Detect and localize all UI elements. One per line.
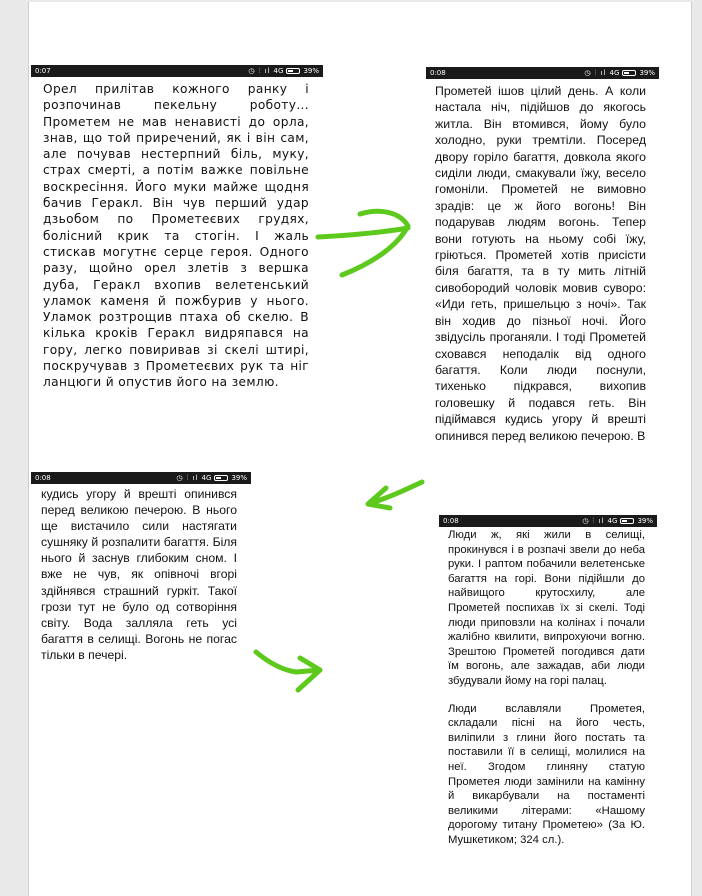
status-icons: ◷ ⫶ ıl — [582, 517, 605, 525]
network-label: 4G — [609, 69, 620, 77]
status-bar — [31, 65, 323, 77]
battery-icon — [620, 518, 634, 524]
status-time: 0:08 — [443, 517, 459, 525]
screenshot-3 — [31, 472, 251, 677]
status-time: 0:08 — [430, 69, 446, 77]
paragraph: Люди вславляли Прометея, складали пісні на його честь, виліпили з глини його постать та поставили її в селищі, молилися на неї. Згодом глиняну статую Прометея люди замінили на камінну й викарбували на постаменті великими літерами: «Нашому дорогому титану Прометею» (За Ю. Мушкетиком; 324 сл.). — [448, 702, 645, 846]
document-page — [28, 2, 692, 896]
battery-icon — [286, 68, 300, 74]
network-label: 4G — [607, 517, 618, 525]
screenshot-4 — [439, 515, 657, 885]
network-label: 4G — [201, 474, 212, 482]
battery-percent: 39% — [231, 474, 247, 482]
status-bar — [439, 515, 657, 527]
network-label: 4G — [273, 67, 284, 75]
status-icons: ◷ ⫶ ıl — [176, 474, 199, 482]
battery-percent: 39% — [639, 69, 655, 77]
status-time: 0:07 — [35, 67, 51, 75]
text-block: Прометей ішов цілий день. А коли настала ніч, підійшов до якогось житла. Він втомився, йому було холодно, руки тремтіли. Посеред двору горіло багаття, довкола якого сиділи люди, смакували їжу, весело гомоніли. Прометей не вимовно зрадів: це ж його вогонь! Він подарував людям вогонь. Тепер вони готують на ньому собі їжу, гріються. Прометей хотів присісти біля багаття, та в ту мить літній сивобородий чоловік мовив суворо: «Иди геть, пришельцю з ночі». Так він ходив до пізньої ночі. Його звідусіль проганяли. І тоді Прометей сховався неподалік від одного багаття. Коли люди поснули, тихенько підкрався, вихопив головешку й подався геть. Він підіймався кудись угору й врешті опинився перед великою печерою. В — [435, 84, 646, 443]
status-icons: ◷ ⫶ ıl — [584, 69, 607, 77]
status-bar — [31, 472, 251, 484]
text-block: кудись угору й врешті опинився перед великою печерою. В нього ще вистачило сили настягати сушняку й розпалити багаття. Біля нього й заснув глибоким сном. І вже не чув, як опівночі вгорі здійнявся страшний гуркіт. Такої грози тут не було од сотворіння світу. Вода залляла геть усі багаття в селищі. Вогонь не погас тільки в печері. — [41, 487, 237, 662]
battery-icon — [622, 70, 636, 76]
text-block: Орел прилітав кожного ранку і розпочинав пекельну роботу... Прометем не мав ненависті до орла, знав, що той приречений, як і він сам, але почував нестерпний біль, муку, страх смерті, а потім важке повільне воскресіння. Його муки майже щодня бачив Геракл. Він чув перший удар дзьобом по Прометеєвих грудях, болісний крик та стогін. І жаль стискав могутнє серце героя. Одного разу, щойно орел злетів з вершка дуба, Геракл вхопив велетенський уламок каменя й пожбурив у нього. Уламок розтрощив птаха об скелю. В кілька кроків Геракл видряпався на гору, легко повиривав зі скелі штирі, поскручував з Прометеєвих рук та ніг ланцюги й опустив його на землю. — [43, 82, 309, 390]
status-bar — [426, 67, 659, 79]
battery-percent: 39% — [637, 517, 653, 525]
status-icons: ◷ ⫶ ıl — [248, 67, 271, 75]
status-time: 0:08 — [35, 474, 51, 482]
battery-percent: 39% — [303, 67, 319, 75]
battery-icon — [214, 475, 228, 481]
screenshot-2 — [426, 67, 659, 487]
text-block — [439, 527, 657, 847]
paragraph: Люди ж, які жили в селищі, прокинувся і в розпачі звели до неба руки. І раптом побачили велетенське багаття на горі. Вони підійшли до найвищого крутосхилу, але Прометей поспихав їх зі скелі. Тоді люди приповзли на колінах і почали жалібно квилити, випрохуючи вогню. Зрештою Прометей погодився дати їм вогонь, але зажадав, аби люди збудували йому на горі палац. — [448, 529, 645, 687]
screenshot-1 — [31, 65, 323, 445]
